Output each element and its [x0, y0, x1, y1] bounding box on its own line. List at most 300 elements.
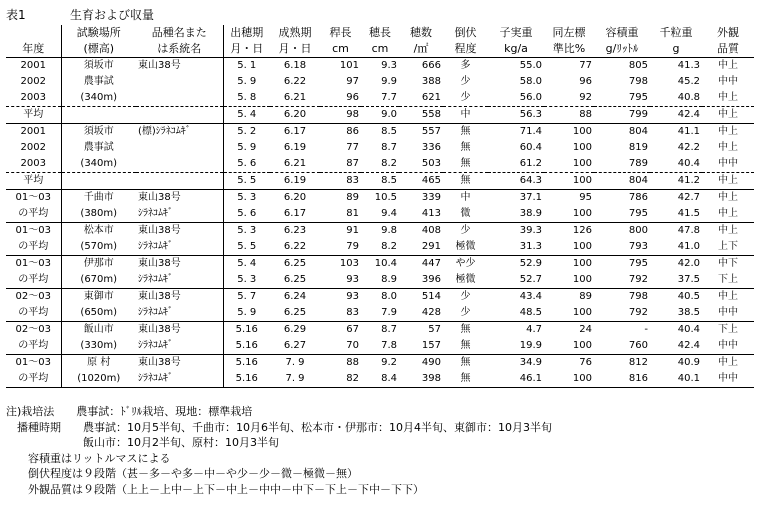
- yield-ratio-cell: 95: [579, 192, 592, 203]
- kernel-weight-cell: 40.4: [650, 156, 702, 173]
- quality-cell: 上下: [702, 239, 754, 256]
- lodging-cell: 少: [443, 90, 488, 107]
- year-cell: の平均: [6, 206, 61, 223]
- panicle-length-cell: 8.7: [381, 324, 397, 335]
- lodging-cell: 無: [443, 156, 488, 173]
- yield-ratio-cell: 96: [579, 76, 592, 87]
- volume-weight-cell: 812: [628, 357, 648, 368]
- variety-cell: ｼﾗﾈｺﾑｷﾞ: [136, 305, 223, 322]
- panicle-length-cell: 9.3: [381, 60, 397, 71]
- lodging-cell: 少: [460, 76, 471, 87]
- culm-length-cell: 83: [320, 305, 361, 322]
- variety-cell: [136, 140, 223, 156]
- column-header: 倒伏: [454, 26, 477, 39]
- spike-count-cell: 447: [421, 258, 441, 269]
- grain-yield-cell: 56.0: [488, 90, 544, 107]
- heading-date-cell: 5. 8: [223, 90, 270, 107]
- table-row: [6, 156, 754, 173]
- grain-yield-cell: 38.9: [488, 206, 544, 223]
- quality-cell: 中中: [702, 305, 754, 322]
- site-cell: 農事試: [83, 76, 114, 87]
- heading-date-cell: 5. 9: [223, 305, 270, 322]
- year-cell: 2002: [6, 140, 61, 156]
- header-row: [6, 25, 754, 41]
- column-header: 外観: [717, 26, 739, 39]
- spike-count-cell: 666: [421, 60, 441, 71]
- variety-cell: ｼﾗﾈｺﾑｷﾞ: [136, 206, 223, 223]
- table-number: 表1: [6, 8, 26, 22]
- table-row: [6, 338, 754, 355]
- year-cell: 平均: [6, 107, 61, 124]
- year-cell: 2002: [6, 74, 61, 90]
- year-cell: 平均: [6, 173, 61, 190]
- column-header: g/ﾘｯﾄﾙ: [594, 41, 650, 58]
- heading-date-cell: 5. 6: [223, 156, 270, 173]
- culm-length-cell: 89: [346, 192, 359, 203]
- volume-weight-cell: 816: [594, 371, 650, 388]
- yield-ratio-cell: 100: [544, 338, 594, 355]
- maturity-date-cell: 6.20: [283, 192, 307, 203]
- spike-count-cell: 57: [428, 324, 441, 335]
- grain-yield-cell: 60.4: [519, 142, 542, 153]
- column-header: 穂長: [369, 26, 391, 39]
- column-header: 稈長: [329, 26, 352, 39]
- column-header: (標高): [61, 41, 136, 58]
- table-notes: [6, 404, 552, 498]
- grain-yield-cell: 61.2: [488, 156, 544, 173]
- kernel-weight-cell: 41.3: [677, 60, 700, 71]
- panicle-length-cell: 10.4: [374, 258, 397, 269]
- volume-weight-cell: 760: [594, 338, 650, 355]
- grain-yield-cell: 39.3: [519, 225, 542, 236]
- heading-date-cell: 5. 7: [237, 291, 257, 302]
- grain-yield-cell: 4.7: [526, 324, 542, 335]
- heading-date-cell: 5. 4: [223, 107, 270, 124]
- site-cell: 松本市: [83, 225, 114, 236]
- column-header: g: [650, 41, 702, 58]
- column-header: cm: [361, 41, 399, 58]
- culm-length-cell: 70: [320, 338, 361, 355]
- volume-weight-cell: 798: [628, 76, 648, 87]
- volume-weight-cell: 819: [628, 142, 648, 153]
- yield-ratio-cell: 76: [579, 357, 592, 368]
- panicle-length-cell: 8.4: [361, 371, 399, 388]
- variety-cell: ｼﾗﾈｺﾑｷﾞ: [136, 371, 223, 388]
- site-cell: [61, 173, 136, 190]
- year-cell: 2003: [6, 156, 61, 173]
- volume-weight-cell: 795: [594, 90, 650, 107]
- quality-cell: 中中: [702, 338, 754, 355]
- site-cell: 東御市: [83, 291, 114, 302]
- volume-weight-cell: 795: [594, 206, 650, 223]
- panicle-length-cell: 8.9: [361, 272, 399, 289]
- spike-count-cell: 514: [421, 291, 441, 302]
- column-header: 月・日: [223, 41, 270, 58]
- grain-yield-cell: 43.4: [519, 291, 542, 302]
- yield-ratio-cell: 24: [579, 324, 592, 335]
- grain-yield-cell: 58.0: [519, 76, 542, 87]
- heading-date-cell: 5. 4: [237, 258, 257, 269]
- lodging-cell: 無: [443, 371, 488, 388]
- maturity-date-cell: 6.19: [270, 173, 320, 190]
- lodging-cell: や少: [455, 258, 476, 269]
- yield-ratio-cell: 100: [544, 206, 594, 223]
- spike-count-cell: 291: [399, 239, 443, 256]
- culm-length-cell: 88: [346, 357, 359, 368]
- year-cell: の平均: [6, 305, 61, 322]
- grain-yield-cell: 34.9: [519, 357, 542, 368]
- column-header: 試験場所: [76, 26, 121, 39]
- variety-cell: (標)ｼﾗﾈｺﾑｷﾞ: [136, 124, 223, 141]
- maturity-date-cell: 6.25: [283, 258, 307, 269]
- heading-date-cell: 5. 3: [223, 272, 270, 289]
- table-caption: [6, 6, 154, 23]
- culm-length-cell: 97: [346, 76, 359, 87]
- year-cell: 01～03: [6, 223, 61, 240]
- heading-date-cell: 5. 9: [237, 142, 257, 153]
- volume-weight-cell: 799: [594, 107, 650, 124]
- lodging-cell: 無: [460, 126, 471, 137]
- spike-count-cell: 336: [421, 142, 441, 153]
- culm-length-cell: 83: [320, 173, 361, 190]
- table-row: [6, 239, 754, 256]
- panicle-length-cell: 9.0: [361, 107, 399, 124]
- heading-date-cell: 5.16: [223, 338, 270, 355]
- lodging-cell: 中: [443, 107, 488, 124]
- column-header: 穂数: [410, 26, 432, 39]
- site-cell: (340m): [61, 90, 136, 107]
- column-header: [6, 25, 61, 41]
- column-header: 成熟期: [278, 26, 312, 39]
- site-cell: (670m): [61, 272, 136, 289]
- quality-cell: 中上: [718, 192, 738, 203]
- table-row: [6, 124, 754, 141]
- volume-weight-cell: 793: [594, 239, 650, 256]
- volume-weight-cell: 792: [594, 305, 650, 322]
- column-header: 年度: [6, 41, 61, 58]
- culm-length-cell: 93: [346, 291, 359, 302]
- quality-cell: 中中: [718, 76, 738, 87]
- table-row: [6, 272, 754, 289]
- culm-length-cell: 67: [346, 324, 359, 335]
- grain-yield-cell: 31.3: [488, 239, 544, 256]
- maturity-date-cell: 6.20: [270, 107, 320, 124]
- kernel-weight-cell: 37.5: [650, 272, 702, 289]
- lodging-cell: 無: [443, 173, 488, 190]
- kernel-weight-cell: 40.8: [650, 90, 702, 107]
- heading-date-cell: 5. 9: [237, 76, 257, 87]
- maturity-date-cell: 6.17: [270, 206, 320, 223]
- grain-yield-cell: 19.9: [488, 338, 544, 355]
- yield-ratio-cell: 100: [544, 173, 594, 190]
- column-header: 子実重: [499, 26, 533, 39]
- kernel-weight-cell: 42.7: [677, 192, 700, 203]
- yield-ratio-cell: 77: [579, 60, 592, 71]
- heading-date-cell: 5. 6: [223, 206, 270, 223]
- spike-count-cell: 558: [399, 107, 443, 124]
- quality-cell: 中上: [702, 107, 754, 124]
- variety-cell: 東山38号: [136, 289, 223, 306]
- lodging-cell: 無: [460, 357, 471, 368]
- lodging-cell: 無: [443, 338, 488, 355]
- table-row: [6, 74, 754, 90]
- year-cell: 02～03: [6, 289, 61, 306]
- culm-length-cell: 82: [320, 371, 361, 388]
- quality-cell: 中上: [702, 173, 754, 190]
- kernel-weight-cell: 41.0: [650, 239, 702, 256]
- column-header: kg/a: [488, 41, 544, 58]
- note-line: 飯山市：10月2半旬、原村：10月3半旬: [6, 436, 279, 450]
- spike-count-cell: 503: [399, 156, 443, 173]
- panicle-length-cell: 9.4: [361, 206, 399, 223]
- spike-count-cell: 465: [399, 173, 443, 190]
- variety-cell: 東山38号: [136, 190, 223, 207]
- header-row: [6, 41, 754, 58]
- table-title: 生育および収量: [70, 8, 155, 22]
- column-header: は系統名: [136, 41, 223, 58]
- spike-count-cell: 396: [399, 272, 443, 289]
- panicle-length-cell: 8.0: [381, 291, 397, 302]
- maturity-date-cell: 6.17: [283, 126, 307, 137]
- maturity-date-cell: 6.24: [283, 291, 307, 302]
- grain-yield-cell: 64.3: [488, 173, 544, 190]
- kernel-weight-cell: 40.1: [650, 371, 702, 388]
- yield-ratio-cell: 100: [544, 156, 594, 173]
- yield-ratio-cell: 100: [572, 142, 592, 153]
- year-cell: 01～03: [6, 355, 61, 372]
- yield-ratio-cell: 100: [544, 239, 594, 256]
- year-cell: の平均: [6, 272, 61, 289]
- year-cell: の平均: [6, 371, 61, 388]
- culm-length-cell: 98: [320, 107, 361, 124]
- volume-weight-cell: 800: [628, 225, 648, 236]
- volume-weight-cell: 786: [628, 192, 648, 203]
- lodging-cell: 少: [443, 305, 488, 322]
- spike-count-cell: 621: [399, 90, 443, 107]
- panicle-length-cell: 8.2: [361, 156, 399, 173]
- lodging-cell: 無: [460, 142, 471, 153]
- year-cell: 2003: [6, 90, 61, 107]
- heading-date-cell: 5. 1: [237, 60, 257, 71]
- lodging-cell: 少: [460, 225, 471, 236]
- volume-weight-cell: 805: [628, 60, 648, 71]
- culm-length-cell: 79: [320, 239, 361, 256]
- yield-ratio-cell: 100: [544, 305, 594, 322]
- table-row: [6, 206, 754, 223]
- heading-date-cell: 5. 3: [237, 192, 257, 203]
- maturity-date-cell: 6.23: [283, 225, 307, 236]
- site-cell: 原 村: [87, 357, 111, 368]
- site-cell: (570m): [61, 239, 136, 256]
- culm-length-cell: 81: [320, 206, 361, 223]
- yield-ratio-cell: 100: [572, 258, 592, 269]
- table-row: [6, 371, 754, 388]
- kernel-weight-cell: 38.5: [650, 305, 702, 322]
- maturity-date-cell: 6.21: [270, 156, 320, 173]
- volume-weight-cell: 789: [594, 156, 650, 173]
- note-line: 外観品質は９段階（上上－上中－上下－中上－中中－中下－下上－下中－下下）: [6, 482, 424, 496]
- quality-cell: 中上: [702, 206, 754, 223]
- site-cell: 千曲市: [83, 192, 114, 203]
- quality-cell: 中中: [702, 371, 754, 388]
- maturity-date-cell: 6.25: [270, 272, 320, 289]
- quality-cell: 下上: [718, 324, 738, 335]
- site-cell: 須坂市: [83, 126, 114, 137]
- yield-ratio-cell: 100: [544, 371, 594, 388]
- column-header: 品質: [702, 41, 754, 58]
- yield-ratio-cell: 100: [572, 126, 592, 137]
- variety-cell: 東山38号: [136, 256, 223, 273]
- yield-ratio-cell: 92: [544, 90, 594, 107]
- spike-count-cell: 339: [421, 192, 441, 203]
- year-cell: 02～03: [6, 322, 61, 339]
- site-cell: 伊那市: [83, 258, 114, 269]
- site-cell: (340m): [61, 156, 136, 173]
- year-cell: 01～03: [6, 190, 61, 207]
- yield-ratio-cell: 88: [544, 107, 594, 124]
- kernel-weight-cell: 47.8: [677, 225, 700, 236]
- heading-date-cell: 5. 5: [223, 239, 270, 256]
- quality-cell: 中上: [702, 90, 754, 107]
- quality-cell: 下上: [702, 272, 754, 289]
- column-header: cm: [320, 41, 361, 58]
- site-cell: (650m): [61, 305, 136, 322]
- site-cell: 須坂市: [83, 60, 114, 71]
- spike-count-cell: 408: [421, 225, 441, 236]
- lodging-cell: 極微: [443, 239, 488, 256]
- growth-yield-table: [6, 25, 754, 388]
- note-line: 容積重はリットルマスによる: [6, 451, 171, 465]
- kernel-weight-cell: 41.1: [677, 126, 700, 137]
- volume-weight-cell: -: [644, 324, 648, 335]
- maturity-date-cell: 6.29: [283, 324, 307, 335]
- volume-weight-cell: 798: [628, 291, 648, 302]
- note-line: 倒伏程度は９段階（甚－多－や多－中－や少－少－微－極微－無）: [6, 467, 358, 481]
- quality-cell: 中上: [718, 291, 738, 302]
- lodging-cell: 中: [460, 192, 471, 203]
- spike-count-cell: 398: [399, 371, 443, 388]
- maturity-date-cell: 6.22: [283, 76, 307, 87]
- table-row: [6, 107, 754, 124]
- panicle-length-cell: 7.7: [361, 90, 399, 107]
- grain-yield-cell: 52.9: [519, 258, 542, 269]
- table-row: [6, 256, 754, 273]
- grain-yield-cell: 48.5: [488, 305, 544, 322]
- table-row: [6, 58, 754, 75]
- maturity-date-cell: 6.22: [270, 239, 320, 256]
- culm-length-cell: 87: [320, 156, 361, 173]
- variety-cell: 東山38号: [136, 223, 223, 240]
- heading-date-cell: 5.16: [235, 324, 258, 335]
- variety-cell: ｼﾗﾈｺﾑｷﾞ: [136, 338, 223, 355]
- quality-cell: 中上: [718, 225, 738, 236]
- spike-count-cell: 413: [399, 206, 443, 223]
- grain-yield-cell: 52.7: [488, 272, 544, 289]
- heading-date-cell: 5.16: [235, 357, 258, 368]
- column-header: 容積重: [605, 26, 639, 39]
- maturity-date-cell: 6.27: [270, 338, 320, 355]
- site-cell: 飯山市: [83, 324, 114, 335]
- culm-length-cell: 103: [339, 258, 359, 269]
- column-header: 千粒重: [659, 26, 693, 39]
- year-cell: 01～03: [6, 256, 61, 273]
- kernel-weight-cell: 40.4: [677, 324, 700, 335]
- kernel-weight-cell: 41.5: [650, 206, 702, 223]
- site-cell: (380m): [61, 206, 136, 223]
- quality-cell: 中上: [718, 60, 738, 71]
- table-body: [6, 25, 754, 388]
- culm-length-cell: 93: [320, 272, 361, 289]
- kernel-weight-cell: 40.9: [677, 357, 700, 368]
- table-row: [6, 90, 754, 107]
- spike-count-cell: 157: [399, 338, 443, 355]
- site-cell: (330m): [61, 338, 136, 355]
- column-header: 品種名また: [136, 25, 223, 41]
- spike-count-cell: 388: [421, 76, 441, 87]
- panicle-length-cell: 8.2: [361, 239, 399, 256]
- grain-yield-cell: 56.3: [488, 107, 544, 124]
- variety-cell: ｼﾗﾈｺﾑｷﾞ: [136, 272, 223, 289]
- table-row: [6, 289, 754, 306]
- spike-count-cell: 490: [421, 357, 441, 368]
- kernel-weight-cell: 40.5: [677, 291, 700, 302]
- culm-length-cell: 96: [320, 90, 361, 107]
- table-row: [6, 140, 754, 156]
- grain-yield-cell: 37.1: [519, 192, 542, 203]
- panicle-length-cell: 9.9: [381, 76, 397, 87]
- year-cell: の平均: [6, 338, 61, 355]
- kernel-weight-cell: 45.2: [677, 76, 700, 87]
- spike-count-cell: 557: [421, 126, 441, 137]
- culm-length-cell: 86: [346, 126, 359, 137]
- table-row: [6, 322, 754, 339]
- quality-cell: 中上: [718, 142, 738, 153]
- variety-cell: 東山38号: [136, 58, 223, 75]
- column-header: 月・日: [270, 41, 320, 58]
- year-cell: 2001: [6, 124, 61, 141]
- quality-cell: 中中: [702, 156, 754, 173]
- variety-cell: 東山38号: [136, 355, 223, 372]
- maturity-date-cell: 6.18: [283, 60, 307, 71]
- volume-weight-cell: 804: [628, 126, 648, 137]
- culm-length-cell: 77: [346, 142, 359, 153]
- lodging-cell: 少: [460, 291, 471, 302]
- table-row: [6, 355, 754, 372]
- kernel-weight-cell: 42.2: [677, 142, 700, 153]
- quality-cell: 中上: [718, 357, 738, 368]
- maturity-date-cell: 6.21: [270, 90, 320, 107]
- panicle-length-cell: 9.8: [381, 225, 397, 236]
- site-cell: [61, 107, 136, 124]
- variety-cell: [136, 74, 223, 90]
- site-cell: (1020m): [61, 371, 136, 388]
- kernel-weight-cell: 42.0: [677, 258, 700, 269]
- grain-yield-cell: 55.0: [519, 60, 542, 71]
- column-header: 準比%: [544, 41, 594, 58]
- year-cell: 2001: [6, 58, 61, 75]
- panicle-length-cell: 10.5: [374, 192, 397, 203]
- site-cell: 農事試: [83, 142, 114, 153]
- volume-weight-cell: 795: [628, 258, 648, 269]
- variety-cell: 東山38号: [136, 322, 223, 339]
- maturity-date-cell: 7. 9: [285, 357, 305, 368]
- column-header: 出穂期: [230, 26, 264, 39]
- quality-cell: 中上: [718, 126, 738, 137]
- yield-ratio-cell: 89: [579, 291, 592, 302]
- spike-count-cell: 428: [399, 305, 443, 322]
- volume-weight-cell: 792: [594, 272, 650, 289]
- lodging-cell: 無: [460, 324, 471, 335]
